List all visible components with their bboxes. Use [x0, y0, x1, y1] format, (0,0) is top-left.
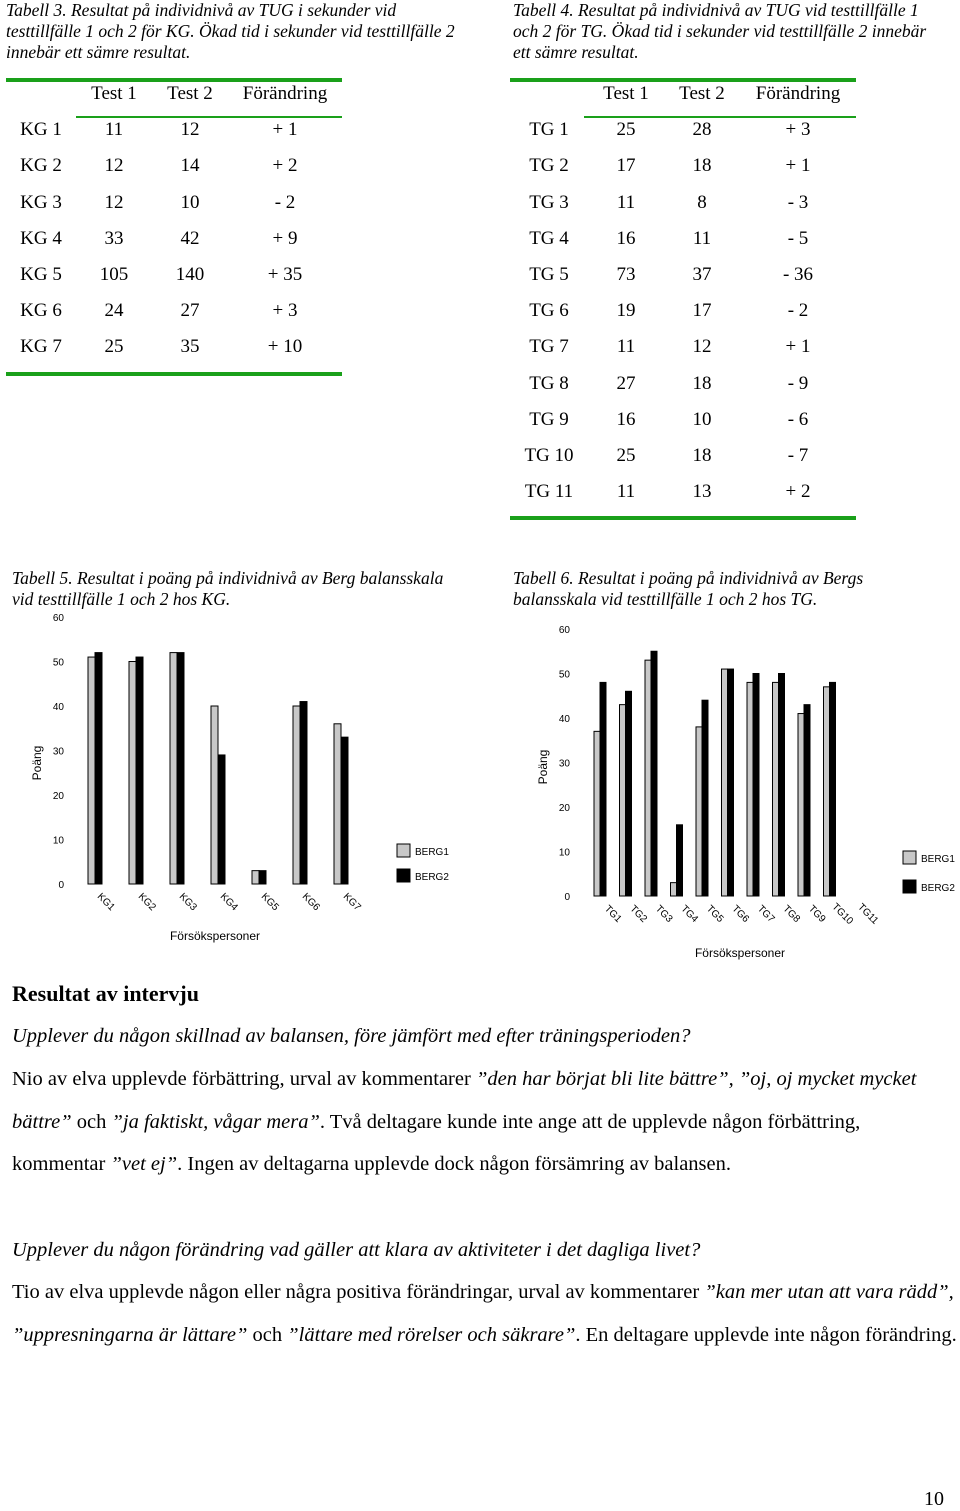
table3-cell-t1: 12: [104, 191, 124, 213]
y-tick-label: 40: [558, 714, 570, 725]
bar-berg2: [341, 737, 348, 884]
table4-cell-label: TG 5: [529, 264, 569, 286]
answer-text: och: [71, 1110, 112, 1133]
x-tick-label: TG10: [829, 901, 856, 927]
bar-berg2: [677, 825, 683, 896]
table4-header-test1: Test 1: [603, 83, 649, 105]
table4-cell-label: TG 1: [529, 119, 569, 141]
x-tick-label: KG5: [258, 891, 281, 914]
table4-cell-label: TG 7: [529, 336, 569, 358]
page-number: 10: [924, 1488, 944, 1510]
y-tick-label: 50: [558, 669, 570, 681]
table4-cell-diff: - 5: [787, 227, 809, 249]
x-tick-label: TG4: [678, 903, 701, 925]
table3-cell-label: KG 7: [20, 336, 62, 358]
table3-cell-t2: 35: [180, 336, 200, 358]
y-tick-label: 0: [58, 880, 64, 891]
quote-text: ”kan mer utan att vara rädd”, ”uppresningarna är lättare”: [12, 1281, 954, 1346]
table4-cell-t1: 11: [616, 191, 636, 213]
table3-cell-t1: 33: [104, 227, 124, 249]
table4-cell-t2: 10: [692, 408, 712, 430]
table4-cell-t2: 18: [692, 155, 712, 177]
table4-cell-label: TG 11: [524, 481, 574, 503]
x-tick-label: KG2: [135, 891, 158, 914]
table3-cell-label: KG 6: [20, 300, 62, 322]
table4-cell-t2: 18: [692, 444, 712, 466]
table4-cell-t1: 11: [616, 336, 636, 358]
table3-cell-diff: + 3: [272, 300, 298, 322]
legend-swatch-berg2: [397, 869, 410, 882]
y-tick-label: 30: [558, 758, 570, 770]
table4-caption: Tabell 4. Resultat på individnivå av TUG vid testtillfälle 1 och 2 för TG. Ökad tid i sekunder vid testtillfälle 2 innebär ett sämre resultat.: [513, 0, 927, 62]
table4-cell-diff: - 36: [782, 264, 814, 286]
y-tick-label: 20: [52, 791, 64, 802]
table3-cell-t2: 140: [175, 264, 205, 286]
table3-cell-label: KG 1: [20, 119, 62, 141]
answer-1: [12, 1058, 957, 1186]
table4-cell-t2: 17: [692, 300, 712, 322]
x-tick-label: TG6: [729, 903, 752, 925]
legend-label: BERG2: [415, 872, 449, 883]
y-tick-label: 60: [52, 613, 64, 624]
table4-cell-label: TG 9: [529, 408, 569, 430]
bar-berg1: [293, 706, 300, 884]
table3-cell-t2: 10: [180, 191, 200, 213]
table4-cell-diff: + 2: [785, 481, 811, 503]
table3-cell-t2: 42: [180, 227, 200, 249]
y-tick-label: 30: [52, 746, 64, 758]
table4-cell-diff: - 6: [787, 408, 809, 430]
table4-cell-t2: 28: [692, 119, 712, 141]
x-tick-label: TG3: [653, 903, 675, 925]
table4-cell-t2: 13: [692, 481, 712, 503]
table3-cell-label: KG 2: [20, 155, 62, 177]
x-tick-label: TG7: [755, 903, 777, 925]
table3-cell-t2: 12: [180, 119, 200, 141]
bar-berg2: [702, 700, 708, 896]
x-tick-label: KG6: [299, 891, 322, 914]
bar-berg1: [773, 682, 779, 896]
x-tick-label: TG8: [780, 903, 803, 925]
answer-text: och: [247, 1323, 288, 1346]
table4-header-test2: Test 2: [679, 83, 725, 105]
question-2: Upplever du någon förändring vad gäller att klara av aktiviteter i det dagliga livet?: [12, 1239, 701, 1261]
x-tick-label: TG9: [806, 903, 828, 925]
y-tick-label: 40: [52, 702, 64, 713]
table4-cell-t1: 25: [616, 119, 636, 141]
y-tick-label: 10: [52, 835, 64, 847]
table4-cell-t2: 12: [692, 336, 712, 358]
table3-caption: Tabell 3. Resultat på individnivå av TUG i sekunder vid testtillfälle 1 och 2 för KG. Ökad tid i sekunder vid testtillfälle 2 innebär ett sämre resultat.: [6, 0, 455, 62]
legend-label: BERG1: [415, 847, 449, 858]
x-tick-label: KG4: [217, 891, 240, 914]
bar-berg1: [722, 669, 728, 896]
bar-berg1: [798, 714, 804, 896]
chart5-caption: Tabell 5. Resultat i poäng på individnivå av Berg balansskala vid testtillfälle 1 och 2 hos KG.: [12, 568, 444, 609]
table3-cell-label: KG 5: [20, 264, 62, 286]
legend-label: BERG2: [921, 883, 955, 894]
y-axis-label: Poäng: [30, 745, 44, 781]
bar-berg1: [824, 687, 830, 896]
table4-cell-t2: 8: [697, 191, 707, 213]
table4-cell-label: TG 3: [529, 191, 569, 213]
table4-cell-t1: 73: [616, 264, 636, 286]
bar-berg2: [136, 657, 143, 884]
bar-berg1: [671, 883, 677, 896]
bar-berg2: [259, 871, 266, 884]
table4-cell-t1: 17: [616, 155, 636, 177]
table3-cell-label: KG 4: [20, 227, 62, 249]
table4-cell-t2: 11: [692, 227, 712, 249]
y-tick-label: 20: [558, 803, 570, 814]
legend-swatch-berg1: [397, 844, 410, 857]
table4-cell-label: TG 6: [529, 300, 569, 322]
table4-cell-label: TG 2: [529, 155, 569, 177]
quote-text: ”ja faktiskt, vågar mera”: [111, 1110, 320, 1133]
table4-cell-t1: 16: [616, 408, 636, 430]
bar-berg1: [645, 660, 651, 896]
table3-cell-t1: 25: [104, 336, 124, 358]
table3-header-test1: Test 1: [91, 83, 137, 105]
x-tick-label: TG5: [704, 903, 726, 925]
bar-berg1: [88, 657, 95, 884]
table4-cell-diff: - 9: [787, 372, 809, 394]
table3-cell-t1: 12: [104, 155, 124, 177]
bar-berg2: [600, 682, 606, 896]
table3-cell-t1: 24: [104, 300, 124, 322]
answer-text: . En deltagare upplevde inte någon förändring.: [575, 1323, 957, 1346]
table3-cell-diff: - 2: [274, 191, 296, 213]
bar-berg2: [177, 653, 184, 884]
answer-text: Nio av elva upplevde förbättring, urval av kommentarer: [12, 1068, 476, 1090]
table4-cell-diff: + 3: [785, 119, 811, 141]
answer-text: Tio av elva upplevde någon eller några positiva förändringar, urval av kommentarer: [12, 1281, 705, 1303]
table4-cell-t1: 25: [616, 444, 636, 466]
y-tick-label: 50: [52, 657, 64, 669]
bar-berg1: [129, 662, 136, 885]
x-tick-label: TG2: [627, 903, 650, 925]
bar-berg1: [696, 727, 702, 896]
table3-header-change: Förändring: [242, 83, 328, 105]
legend-swatch-berg1: [903, 851, 916, 864]
table4-cell-t1: 11: [616, 481, 636, 503]
table4-cell-label: TG 10: [524, 444, 574, 466]
table4-cell-t1: 16: [616, 227, 636, 249]
bar-berg2: [779, 674, 785, 897]
x-axis-label: Försökspersoner: [169, 929, 261, 943]
table4-cell-diff: - 7: [787, 444, 809, 466]
legend-label: BERG1: [921, 854, 955, 865]
table3-cell-diff: + 35: [267, 264, 303, 286]
table4-header-change: Förändring: [755, 83, 841, 105]
answer-text: . Två deltagare kunde inte ange att de upplevde någon förbättring, kommentar: [12, 1110, 861, 1176]
x-tick-label: TG11: [855, 901, 881, 927]
table3-cell-diff: + 9: [272, 227, 298, 249]
x-tick-label: KG3: [176, 891, 199, 914]
bar-berg2: [651, 651, 657, 896]
x-axis-label: Försökspersoner: [694, 946, 786, 960]
bar-berg1: [170, 653, 177, 884]
bar-berg2: [728, 669, 734, 896]
table3-cell-t1: 105: [99, 264, 129, 286]
table3-cell-t1: 11: [104, 119, 124, 141]
bar-berg2: [804, 705, 810, 896]
table4-cell-t2: 18: [692, 372, 712, 394]
table4-cell-label: TG 8: [529, 372, 569, 394]
bar-berg1: [594, 731, 600, 896]
table3-cell-t2: 14: [180, 155, 200, 177]
table4-cell-diff: - 3: [787, 191, 809, 213]
interview-heading: Resultat av intervju: [12, 981, 199, 1006]
x-tick-label: KG1: [94, 891, 117, 914]
table4-cell-diff: - 2: [787, 300, 809, 322]
bar-berg1: [334, 724, 341, 884]
quote-text: ”lättare med rörelser och säkrare”: [287, 1323, 576, 1346]
x-tick-label: KG7: [340, 891, 363, 914]
bar-berg1: [211, 706, 218, 884]
legend-swatch-berg2: [903, 880, 916, 893]
table3-cell-label: KG 3: [20, 191, 62, 213]
answer-2: [12, 1271, 957, 1356]
table4-cell-t2: 37: [692, 264, 712, 286]
table4-cell-t1: 19: [616, 300, 636, 322]
table3-header-test2: Test 2: [167, 83, 213, 105]
bar-berg2: [300, 702, 307, 884]
bar-berg2: [626, 691, 632, 896]
bar-berg2: [95, 653, 102, 884]
chart6-caption: Tabell 6. Resultat i poäng på individnivå av Bergs balansskala vid testtillfälle 1 och 2 hos TG.: [513, 568, 864, 609]
answer-text: . Ingen av deltagarna upplevde dock någon försämring av balansen.: [177, 1153, 731, 1176]
table4-cell-diff: + 1: [785, 336, 811, 358]
quote-text: ”den har börjat bli lite bättre”, ”oj, oj mycket mycket bättre”: [12, 1068, 917, 1133]
y-tick-label: 60: [558, 625, 570, 636]
y-tick-label: 0: [564, 892, 570, 903]
x-tick-label: TG1: [602, 903, 624, 925]
table3-cell-diff: + 10: [267, 336, 303, 358]
y-tick-label: 10: [558, 847, 570, 859]
bar-berg1: [252, 871, 259, 884]
bar-berg1: [620, 705, 626, 896]
table3-cell-diff: + 2: [272, 155, 298, 177]
table4-cell-diff: + 1: [785, 155, 811, 177]
table3-cell-t2: 27: [180, 300, 200, 322]
bar-berg1: [747, 682, 753, 896]
bar-berg2: [830, 682, 836, 896]
bar-berg2: [218, 755, 225, 884]
table4-cell-label: TG 4: [529, 227, 569, 249]
bar-berg2: [753, 674, 759, 897]
table4-cell-t1: 27: [616, 372, 636, 394]
y-axis-label: Poäng: [536, 749, 550, 785]
table3-cell-diff: + 1: [272, 119, 298, 141]
quote-text: ”vet ej”: [110, 1153, 178, 1176]
question-1: Upplever du någon skillnad av balansen, före jämfört med efter träningsperioden?: [12, 1025, 691, 1047]
